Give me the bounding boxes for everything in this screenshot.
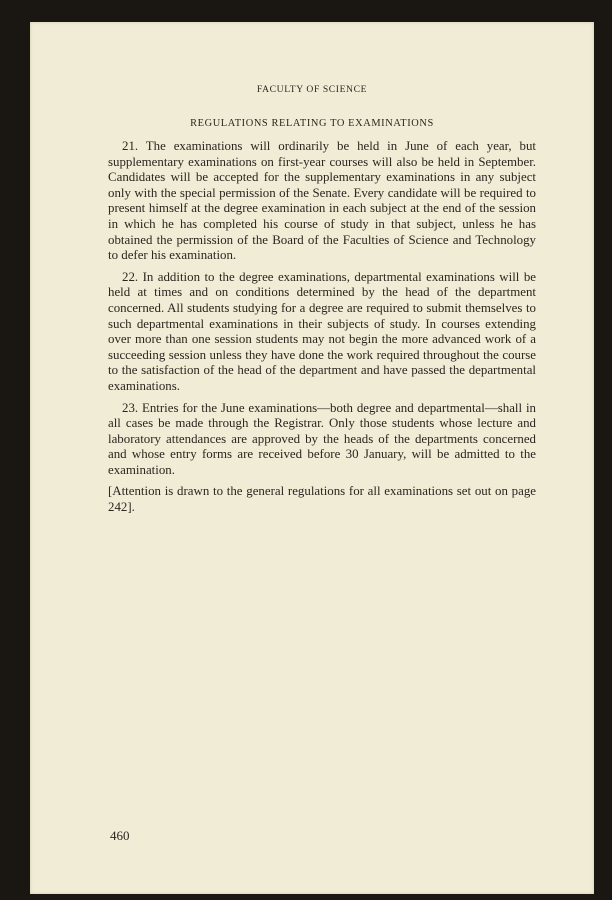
paragraph-21: 21. The examinations will ordinarily be held in June of each year, but supplementary examinations on first-year courses will also be held in September. Candidates will be accepted for the supplementary examinations in any subject only with the special permission of the Senate. Every candidate will be required to present himself at the degree examination in each subject at the end of the session in which he has completed his course of study in that subject, unless he has obtained the permission of the Board of the Faculties of Science and Technology to defer his examination. [108,139,536,263]
document-page [30,22,594,894]
paragraph-22: 22. In addition to the degree examinations, departmental examinations will be held at times and on conditions determined by the head of the department concerned. All students studying for a degree are required to submit themselves to such departmental examinations in their subjects of study. In courses extending over more than one session students may not begin the more advanced work of a succeeding session unless they have done the work required throughout the course to the satisfaction of the head of the department and have passed the departmental examinations. [108,269,536,393]
paragraph-23: 23. Entries for the June examinations—both degree and departmental—shall in all cases be made through the Registrar. Only those students whose lecture and laboratory attendances are approved by the heads of the departments concerned and whose entry forms are received before 30 January, will be admitted to the examination. [108,400,536,477]
running-header: FACULTY OF SCIENCE [256,84,368,95]
section-title: REGULATIONS RELATING TO EXAMINATIONS [190,118,434,129]
page-number: 460 [110,828,130,843]
regulations-body [108,139,536,522]
attention-note: [Attention is drawn to the general regulations for all examinations set out on page 242]. [108,484,536,515]
